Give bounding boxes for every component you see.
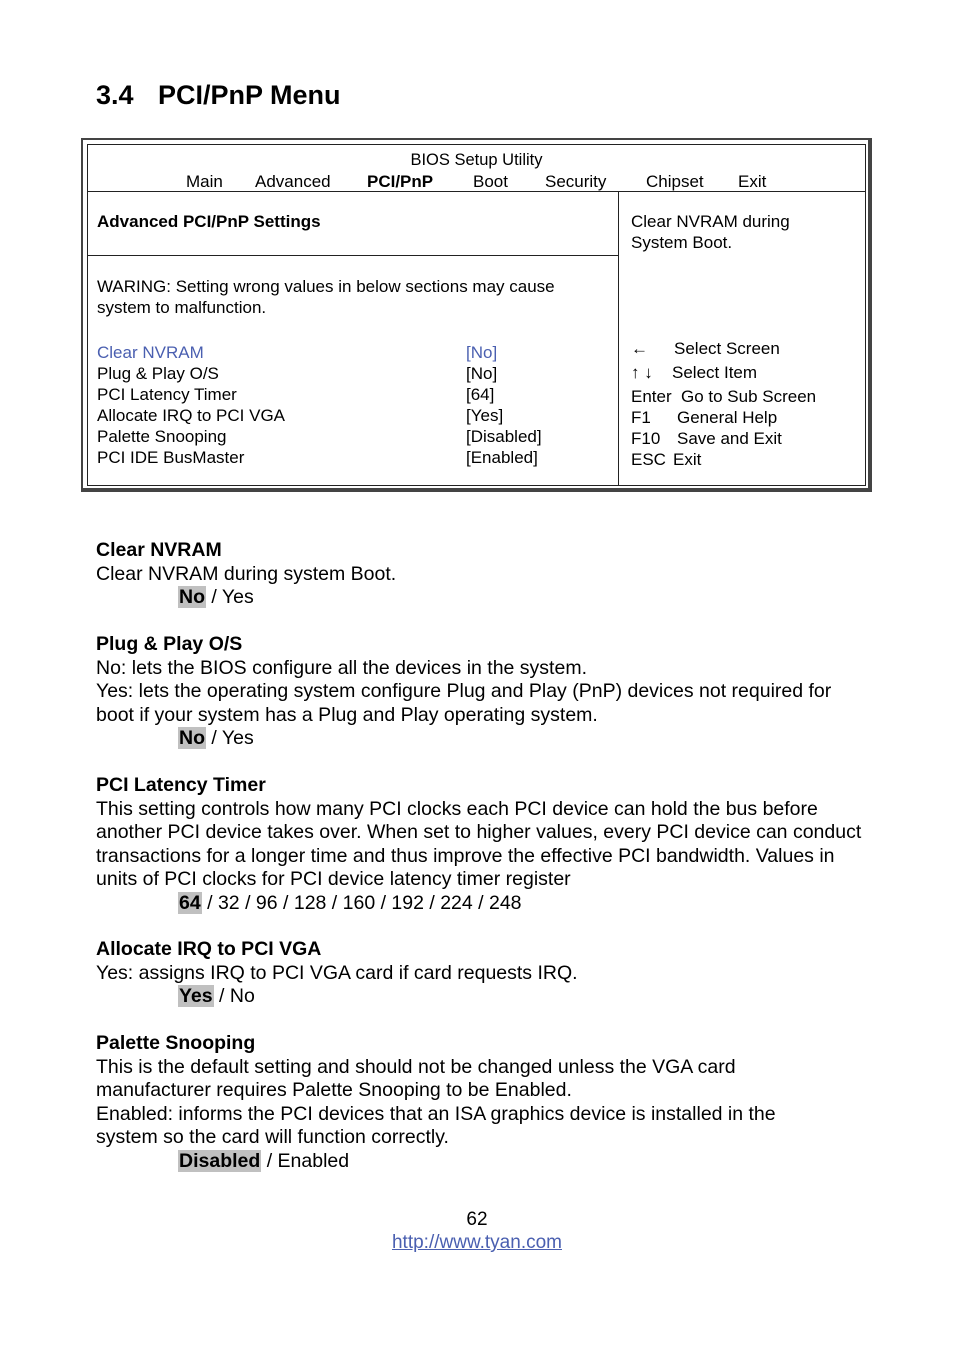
- desc-paragraph: This setting controls how many PCI clocks each PCI device can hold the bus before another PCI device takes over. When set to higher values, every PCI device can conduct transactions for a longer time and thus improve the effective PCI bandwidth. Values in units of PCI clocks for PCI device latency timer register: [96, 797, 862, 890]
- default-option: 64: [179, 891, 201, 914]
- left-arrow-icon: ←: [631, 339, 648, 358]
- menu-main[interactable]: Main: [186, 172, 223, 191]
- desc-options: [96, 727, 886, 751]
- desc-pci-latency-timer: [96, 774, 886, 915]
- panel-divider: [618, 191, 619, 485]
- setting-allocate-irq[interactable]: [97, 406, 617, 427]
- key-esc: ESC Exit: [631, 450, 702, 469]
- panel-heading: Advanced PCI/PnP Settings: [97, 212, 321, 231]
- setting-label: Palette Snooping: [97, 427, 227, 446]
- key-legend: [631, 339, 817, 471]
- setting-pci-ide-busmaster[interactable]: [97, 448, 617, 469]
- default-option: No: [179, 586, 205, 608]
- other-options: / Yes: [206, 727, 254, 749]
- desc-heading: Plug & Play O/S: [96, 633, 243, 655]
- bios-window: [87, 144, 866, 486]
- section-title: [96, 80, 341, 111]
- desc-paragraph: Yes: lets the operating system configure Plug and Play (PnP) devices not required for boot if your system has a Plug and Play operating system.: [96, 680, 832, 726]
- other-options: / 32 / 96 / 128 / 160 / 192 / 224 / 248: [201, 891, 522, 914]
- other-options: / Enabled: [261, 1149, 350, 1172]
- desc-heading: Palette Snooping: [96, 1032, 256, 1054]
- setting-clear-nvram[interactable]: [97, 343, 617, 364]
- footer-link[interactable]: http://www.tyan.com: [391, 1232, 562, 1253]
- setting-pci-latency-timer[interactable]: [97, 385, 617, 406]
- setting-value: [Enabled]: [466, 448, 538, 467]
- setting-label: Plug & Play O/S: [97, 364, 219, 383]
- desc-heading: Clear NVRAM: [96, 539, 222, 561]
- key-enter: Enter Go to Sub Screen: [631, 387, 817, 406]
- setting-palette-snooping[interactable]: [97, 427, 617, 448]
- page-number: 62: [466, 1209, 488, 1230]
- menu-advanced[interactable]: Advanced: [255, 172, 331, 191]
- setting-label: PCI Latency Timer: [97, 385, 237, 404]
- desc-paragraph: Enabled: informs the PCI devices that an ISA graphics device is installed in the system so the card will function correctly.: [96, 1102, 776, 1148]
- menu-security[interactable]: Security: [545, 172, 607, 191]
- key-f1: F1 General Help: [631, 408, 778, 427]
- bios-title: BIOS Setup Utility: [410, 151, 543, 169]
- desc-paragraph: No: lets the BIOS configure all the devices in the system.: [96, 656, 587, 679]
- desc-options: [96, 586, 886, 610]
- setting-label: PCI IDE BusMaster: [97, 448, 245, 467]
- menu-chipset[interactable]: Chipset: [646, 172, 704, 191]
- setting-value: [Yes]: [466, 406, 504, 425]
- key-select-screen: ← Select Screen: [631, 339, 780, 358]
- menu-boot[interactable]: Boot: [473, 172, 508, 191]
- setting-value: [64]: [466, 385, 495, 404]
- desc-heading: Allocate IRQ to PCI VGA: [96, 938, 322, 960]
- desc-clear-nvram: [96, 539, 886, 610]
- heading-divider: [88, 255, 618, 256]
- desc-options: [96, 1150, 886, 1174]
- default-option: No: [179, 727, 205, 749]
- section-title-text: PCI/PnP Menu: [158, 80, 341, 110]
- setting-label: Allocate IRQ to PCI VGA: [97, 406, 286, 425]
- help-text: Clear NVRAM during System Boot.: [631, 212, 790, 252]
- key-select-item: ↑ ↓ Select Item: [631, 363, 758, 382]
- other-options: / No: [213, 985, 255, 1007]
- desc-paragraph: Yes: assigns IRQ to PCI VGA card if card requests IRQ.: [96, 961, 578, 984]
- default-option: Disabled: [179, 1149, 261, 1172]
- setting-value: [No]: [466, 343, 498, 362]
- warning-text: WARING: Setting wrong values in below sections may cause system to malfunction.: [97, 277, 555, 317]
- desc-plug-and-play: [96, 633, 886, 751]
- other-options: / Yes: [206, 586, 254, 608]
- menu-pci-pnp[interactable]: PCI/PnP: [367, 172, 434, 191]
- setting-value: [No]: [466, 364, 498, 383]
- up-down-arrow-icon: ↑ ↓: [631, 363, 653, 382]
- key-f10: F10 Save and Exit: [631, 429, 782, 448]
- setting-value: [Disabled]: [466, 427, 542, 446]
- bios-screenshot: [81, 138, 872, 492]
- desc-paragraph: Clear NVRAM during system Boot.: [96, 562, 397, 585]
- section-number: 3.4: [96, 80, 134, 110]
- menu-exit[interactable]: Exit: [738, 172, 767, 191]
- desc-palette-snooping: [96, 1032, 886, 1173]
- setting-label: Clear NVRAM: [97, 343, 204, 362]
- menu-divider: [88, 191, 865, 192]
- desc-paragraph: This is the default setting and should not be changed unless the VGA card manufacturer requires Palette Snooping to be Enabled.: [96, 1055, 736, 1101]
- desc-allocate-irq: [96, 938, 886, 1009]
- desc-options: [96, 892, 886, 916]
- default-option: Yes: [179, 985, 213, 1007]
- setting-plug-and-play[interactable]: [97, 364, 617, 385]
- desc-options: [96, 985, 886, 1009]
- desc-heading: PCI Latency Timer: [96, 774, 266, 796]
